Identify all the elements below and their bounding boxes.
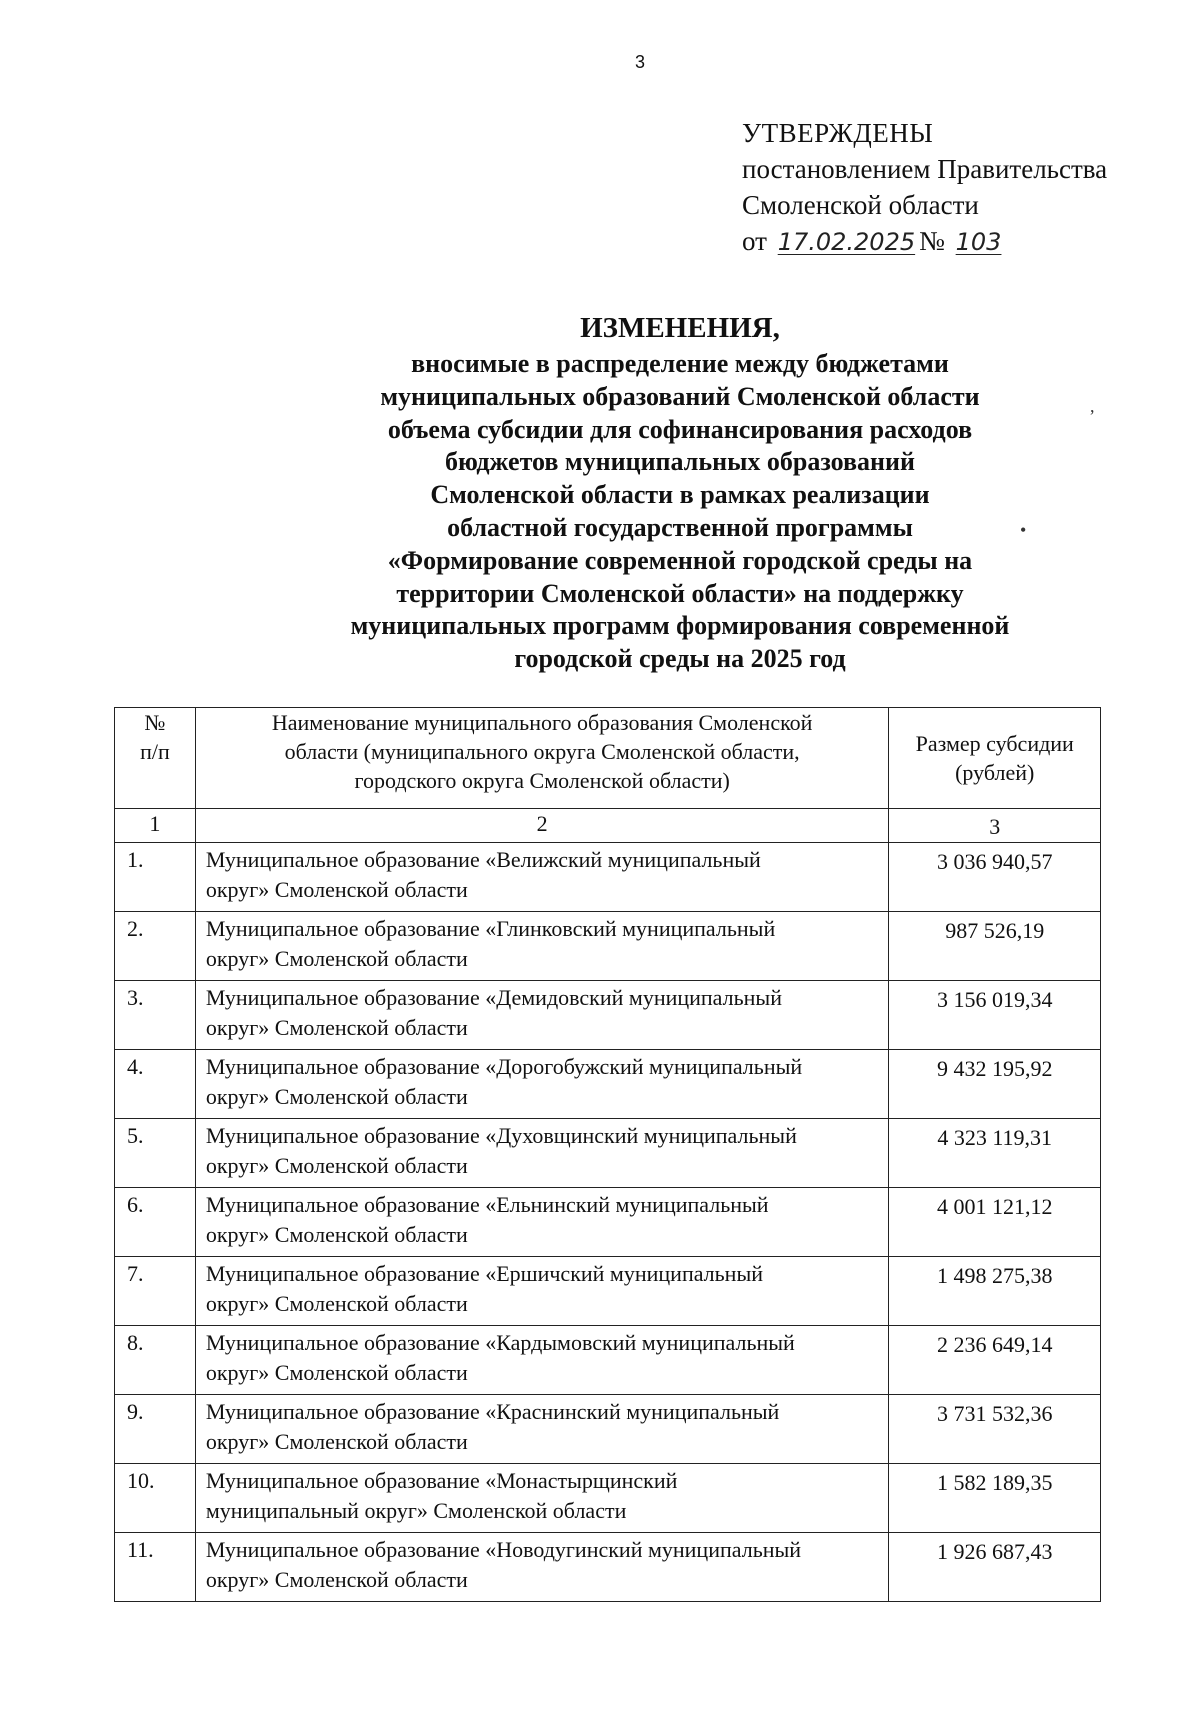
handwritten-date: 17.02.2025 xyxy=(777,228,916,256)
title-line: Смоленской области в рамках реализации xyxy=(430,480,930,510)
row-name xyxy=(195,843,889,912)
row-name-line: округ» Смоленской области xyxy=(205,1084,468,1109)
title-line: объема субсидии для софинансирования расходов xyxy=(387,414,973,444)
row-number: 7. xyxy=(115,1257,196,1326)
row-number: 3. xyxy=(115,981,196,1050)
row-number: 4. xyxy=(115,1050,196,1119)
approval-authority: постановлением Правительства xyxy=(742,154,1108,184)
scan-speck: , xyxy=(1090,396,1095,416)
subsidy-table xyxy=(114,707,1101,1602)
row-number: 11. xyxy=(115,1533,196,1602)
row-amount: 4 001 121,12 xyxy=(889,1188,1101,1257)
row-name-line: Муниципальное образование «Глинковский муниципальный xyxy=(205,916,776,941)
row-name-line: округ» Смоленской области xyxy=(205,1360,468,1385)
title-main: ИЗМЕНЕНИЯ, xyxy=(580,312,780,344)
row-number: 1. xyxy=(115,843,196,912)
table-row xyxy=(115,843,1101,912)
row-amount: 1 926 687,43 xyxy=(889,1533,1101,1602)
table-row xyxy=(115,1464,1101,1533)
column-number: 2 xyxy=(195,809,889,843)
row-name-line: округ» Смоленской области xyxy=(205,1429,468,1454)
row-name-line: округ» Смоленской области xyxy=(205,1291,468,1316)
row-name xyxy=(195,1395,889,1464)
page-number: 3 xyxy=(634,52,645,72)
row-amount: 1 498 275,38 xyxy=(889,1257,1101,1326)
row-amount: 3 036 940,57 xyxy=(889,843,1101,912)
row-name-line: округ» Смоленской области xyxy=(205,1015,468,1040)
table-row xyxy=(115,1119,1101,1188)
row-name-line: Муниципальное образование «Монастырщинский xyxy=(205,1468,678,1493)
row-name-line: Муниципальное образование «Духовщинский муниципальный xyxy=(205,1123,797,1148)
header-name-line: городского округа Смоленской области) xyxy=(354,768,730,793)
table-row xyxy=(115,981,1101,1050)
row-name-line: Муниципальное образование «Новодугинский муниципальный xyxy=(205,1537,802,1562)
row-name-line: Муниципальное образование «Велижский муниципальный xyxy=(205,847,761,872)
header-amount-unit: (рублей) xyxy=(955,760,1035,785)
number-prefix: № xyxy=(919,226,945,256)
row-name-line: округ» Смоленской области xyxy=(205,1222,468,1247)
row-name-line: Муниципальное образование «Кардымовский муниципальный xyxy=(205,1330,795,1355)
table-row xyxy=(115,1326,1101,1395)
row-number: 2. xyxy=(115,912,196,981)
row-amount: 2 236 649,14 xyxy=(889,1326,1101,1395)
title-line: «Формирование современной городской среды на xyxy=(387,545,973,575)
row-amount: 3 731 532,36 xyxy=(889,1395,1101,1464)
row-name-line: округ» Смоленской области xyxy=(205,946,468,971)
table-row xyxy=(115,1257,1101,1326)
table-row xyxy=(115,1188,1101,1257)
row-name-line: округ» Смоленской области xyxy=(205,1153,468,1178)
row-name xyxy=(195,912,889,981)
header-name-line: области (муниципального округа Смоленской области, xyxy=(284,739,800,764)
row-amount: 4 323 119,31 xyxy=(889,1119,1101,1188)
row-name-line: округ» Смоленской области xyxy=(205,877,468,902)
row-name xyxy=(195,981,889,1050)
header-number-abbr: п/п xyxy=(140,739,170,764)
handwritten-number: 103 xyxy=(955,228,1002,256)
document-title xyxy=(210,308,1150,676)
table-row xyxy=(115,912,1101,981)
row-number: 6. xyxy=(115,1188,196,1257)
title-line: вносимые в распределение между бюджетами xyxy=(411,349,949,378)
column-number: 1 xyxy=(115,809,196,843)
row-name xyxy=(195,1464,889,1533)
row-name-line: округ» Смоленской области xyxy=(205,1567,468,1592)
approval-date-line xyxy=(742,223,1107,260)
row-number: 9. xyxy=(115,1395,196,1464)
scan-speck: • xyxy=(1020,520,1027,540)
row-amount: 1 582 189,35 xyxy=(889,1464,1101,1533)
row-name xyxy=(195,1050,889,1119)
row-name xyxy=(195,1326,889,1395)
row-amount: 987 526,19 xyxy=(889,912,1101,981)
row-amount: 9 432 195,92 xyxy=(889,1050,1101,1119)
row-number: 5. xyxy=(115,1119,196,1188)
table-row xyxy=(115,1050,1101,1119)
approval-heading: УТВЕРЖДЕНЫ xyxy=(742,118,934,148)
header-amount-line: Размер субсидии xyxy=(915,731,1074,756)
header-name xyxy=(195,708,889,809)
title-line: территории Смоленской области» на поддержку xyxy=(396,578,964,608)
title-line: областной государственной программы xyxy=(447,512,913,542)
title-line: муниципальных программ формирования современной xyxy=(350,611,1010,641)
approval-block xyxy=(742,115,1107,260)
column-number-row xyxy=(115,809,1101,843)
date-prefix: от xyxy=(742,226,767,256)
row-number: 10. xyxy=(115,1464,196,1533)
header-name-line: Наименование муниципального образования Смоленской xyxy=(271,710,813,735)
row-name-line: Муниципальное образование «Дорогобужский муниципальный xyxy=(205,1054,803,1079)
row-name xyxy=(195,1119,889,1188)
approval-region: Смоленской области xyxy=(742,190,979,220)
title-line: муниципальных образований Смоленской области xyxy=(380,381,980,411)
header-number-symbol: № xyxy=(144,710,166,735)
row-name xyxy=(195,1257,889,1326)
row-amount: 3 156 019,34 xyxy=(889,981,1101,1050)
table-row xyxy=(115,1395,1101,1464)
row-name xyxy=(195,1533,889,1602)
row-name-line: Муниципальное образование «Ельнинский муниципальный xyxy=(205,1192,769,1217)
row-name-line: муниципальный округ» Смоленской области xyxy=(205,1498,627,1523)
row-name-line: Муниципальное образование «Демидовский муниципальный xyxy=(205,985,782,1010)
header-amount xyxy=(889,708,1101,809)
row-name-line: Муниципальное образование «Ершичский муниципальный xyxy=(205,1261,764,1286)
title-line: бюджетов муниципальных образований xyxy=(445,447,915,477)
row-name xyxy=(195,1188,889,1257)
title-line: городской среды на 2025 год xyxy=(514,644,846,674)
table-header-row xyxy=(115,708,1101,809)
row-number: 8. xyxy=(115,1326,196,1395)
header-number xyxy=(115,708,196,809)
row-name-line: Муниципальное образование «Краснинский муниципальный xyxy=(205,1399,780,1424)
table-row xyxy=(115,1533,1101,1602)
column-number: 3 xyxy=(889,809,1101,843)
